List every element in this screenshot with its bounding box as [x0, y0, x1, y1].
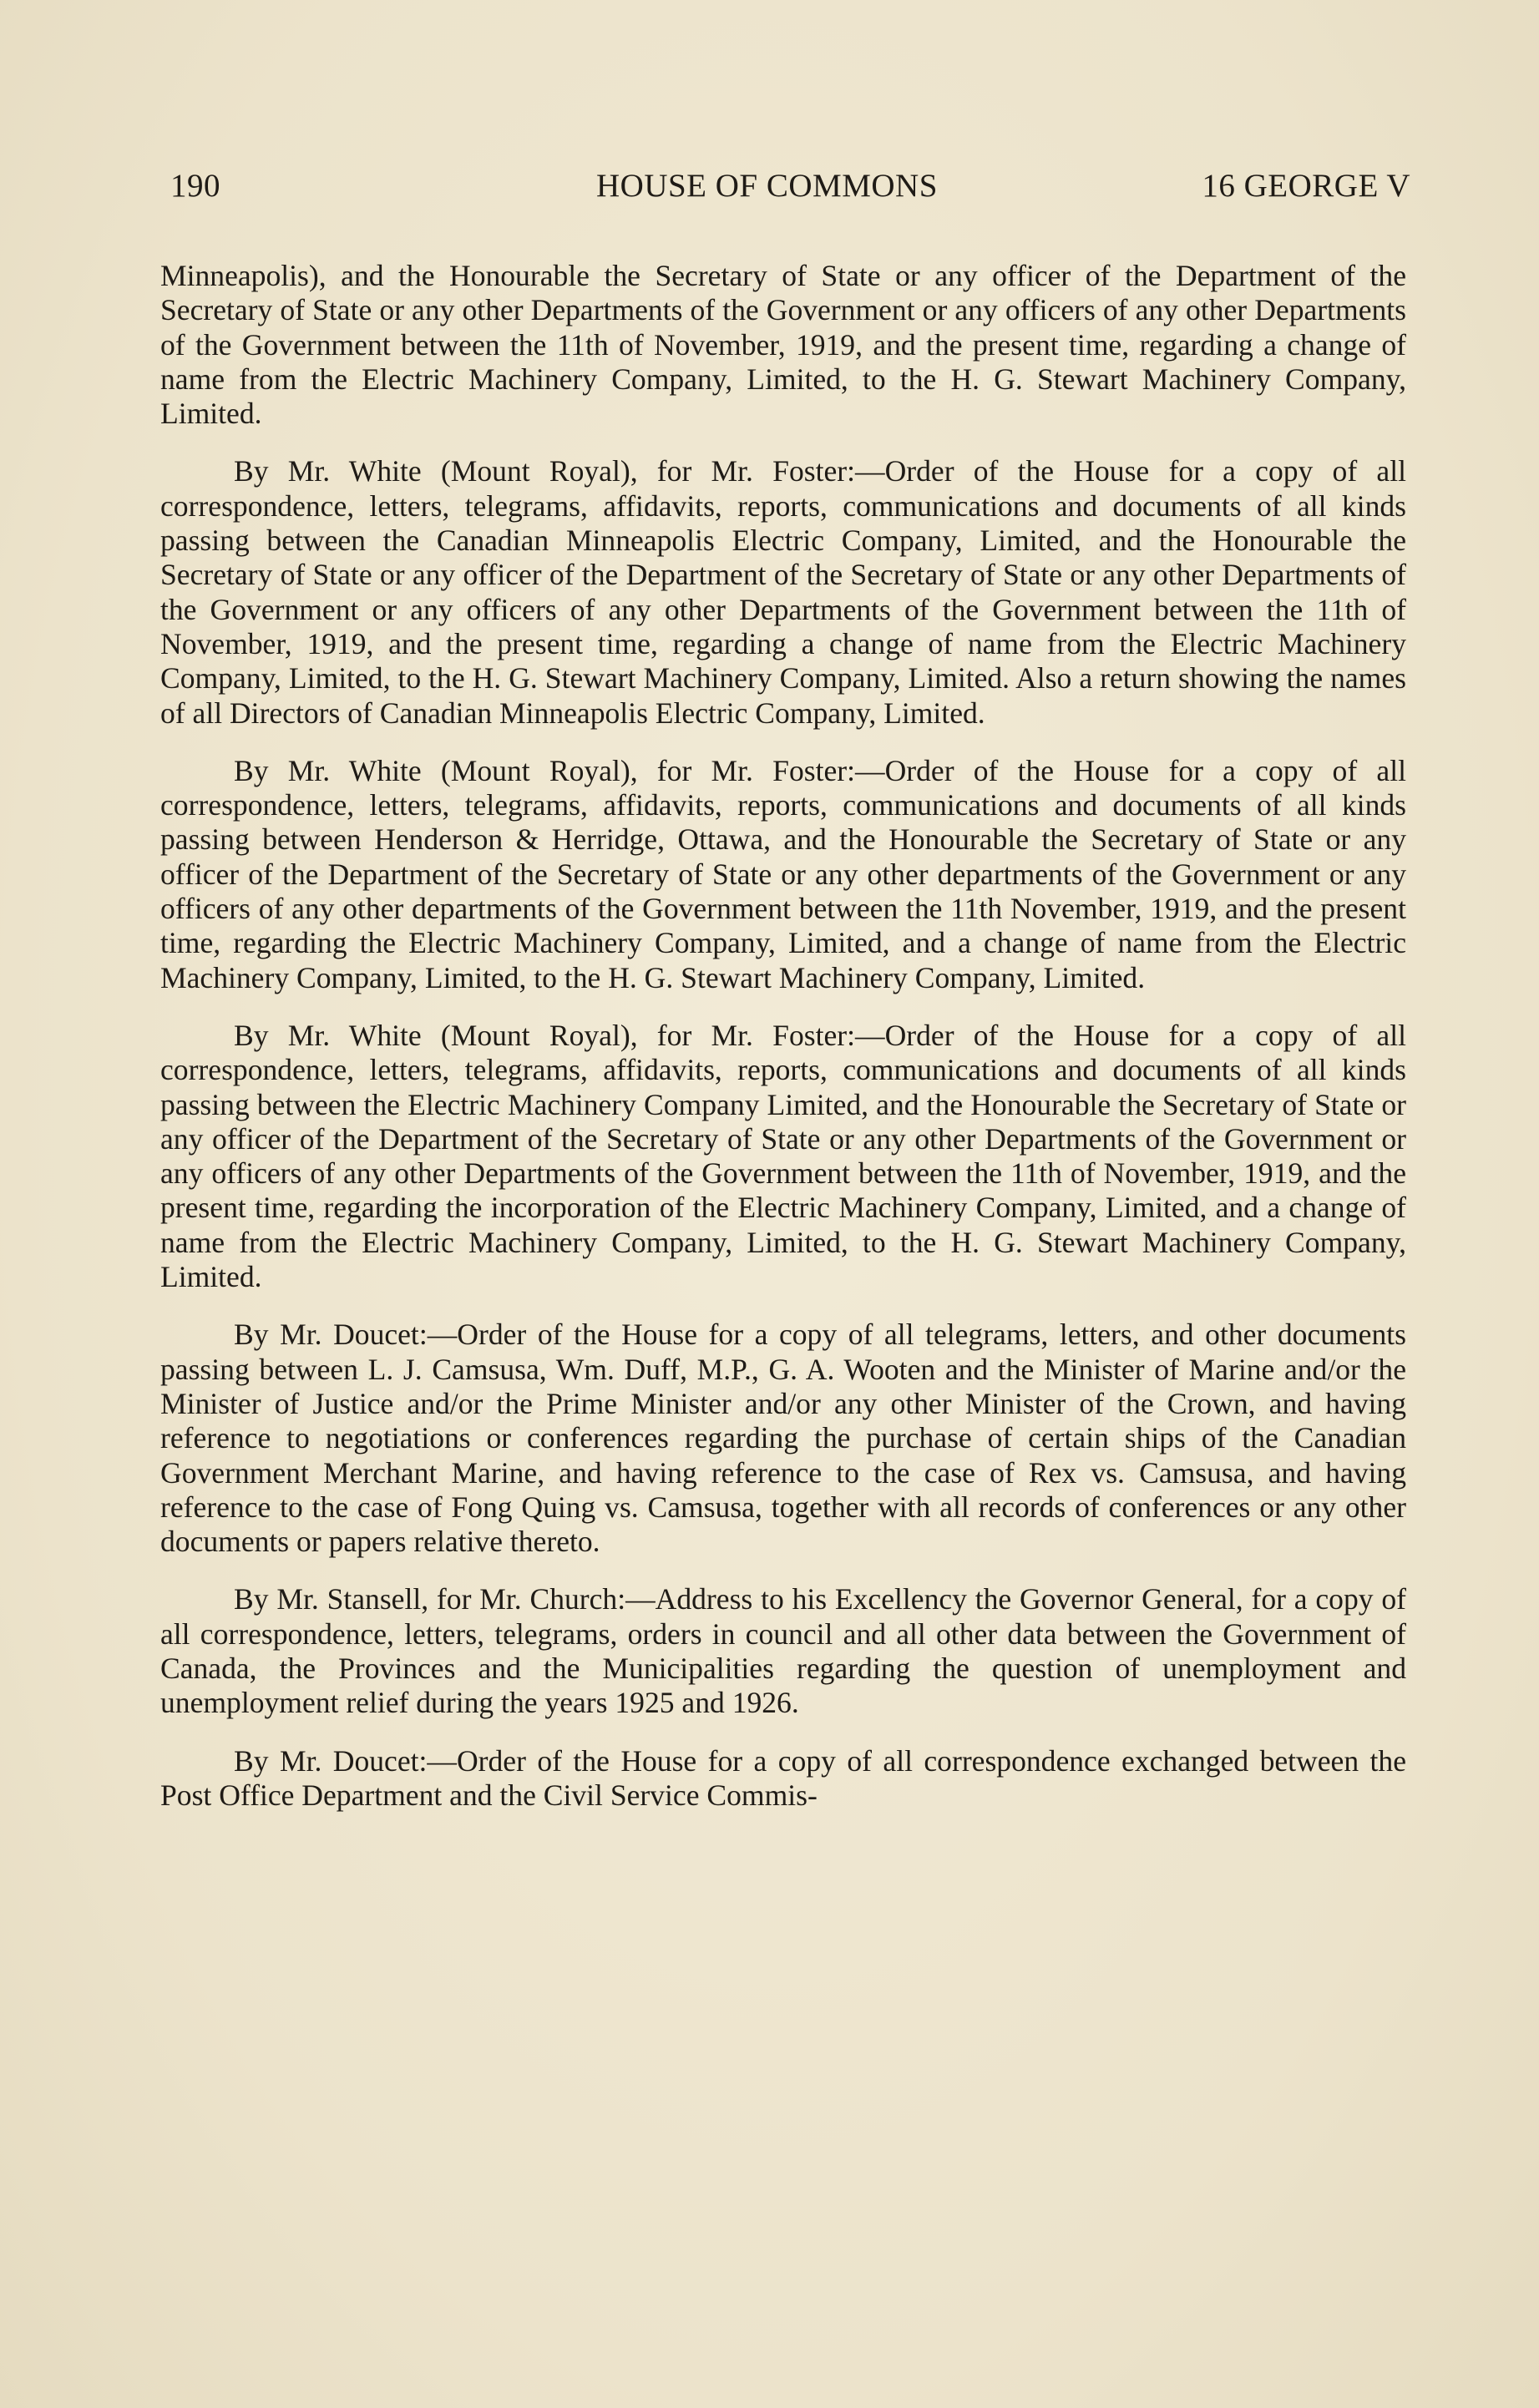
paragraph-order-doucet-post-office: By Mr. Doucet:—Order of the House for a copy of all correspondence exchanged between the Post Office Department and the Civil Service Commis- — [160, 1743, 1406, 1812]
body-text — [160, 259, 1406, 1813]
paragraph-address-stansell-unemployment: By Mr. Stansell, for Mr. Church:—Address to his Excellency the Governor General, for a copy of all correspondence, letters, telegrams, orders in council and all other data between the Government of Canada, the Provinces and the Municipalities regarding the question of unemployment and unemployment relief during the years 1925 and 1926. — [160, 1582, 1406, 1720]
running-title: HOUSE OF COMMONS — [596, 168, 938, 204]
page-number: 190 — [170, 168, 220, 204]
paragraph-order-white-canadian-minneapolis: By Mr. White (Mount Royal), for Mr. Foster:—Order of the House for a copy of all correspondence, letters, telegrams, affidavits, reports, communications and documents of all kinds passing between the Canadian Minneapolis Electric Company, Limited, and the Honourable the Secretary of State or any officer of the Department of the Secretary of State or any other Departments of the Government or any officers of any other Departments of the Government between the 11th of November, 1919, and the present time, regarding a change of name from the Electric Machinery Company, Limited, to the H. G. Stewart Machinery Company, Limited. Also a return showing the names of all Directors of Canadian Minneapolis Electric Company, Limited. — [160, 454, 1406, 730]
paragraph-order-white-electric-machinery: By Mr. White (Mount Royal), for Mr. Foster:—Order of the House for a copy of all correspondence, letters, telegrams, affidavits, reports, communications and documents of all kinds passing between the Electric Machinery Company Limited, and the Honourable the Secretary of State or any officer of the Department of the Secretary of State or any other Departments of the Government or any officers of any other Departments of the Government between the 11th of November, 1919, and the present time, regarding the incorporation of the Electric Machinery Company, Limited, and a change of name from the Electric Machinery Company, Limited, to the H. G. Stewart Machinery Company, Limited. — [160, 1018, 1406, 1294]
paragraph-order-white-henderson-herridge: By Mr. White (Mount Royal), for Mr. Foster:—Order of the House for a copy of all correspondence, letters, telegrams, affidavits, reports, communications and documents of all kinds passing between Henderson & Herridge, Ottawa, and the Honourable the Secretary of State or any officer of the Department of the Secretary of State or any other departments of the Government or any officers of any other departments of the Government between the 11th November, 1919, and the present time, regarding the Electric Machinery Company, Limited, and a change of name from the Electric Machinery Company, Limited, to the H. G. Stewart Machinery Company, Limited. — [160, 753, 1406, 994]
paragraph-order-doucet-camsusa: By Mr. Doucet:—Order of the House for a copy of all telegrams, letters, and other documents passing between L. J. Camsusa, Wm. Duff, M.P., G. A. Wooten and the Minister of Marine and/or the Minister of Justice and/or the Prime Minister and/or any other Minister of the Crown, and having reference to negotiations or conferences regarding the purchase of certain ships of the Canadian Government Merchant Marine, and having reference to the case of Rex vs. Camsusa, and having reference to the case of Fong Quing vs. Camsusa, together with all records of conferences or any other documents or papers relative thereto. — [160, 1318, 1406, 1559]
page-header — [170, 167, 1410, 217]
regnal-year: 16 GEORGE V — [1202, 168, 1410, 204]
paragraph-continuation: Minneapolis), and the Honourable the Secretary of State or any officer of the Department of the Secretary of State or any other Departments of the Government or any officers of any other Departments of the Government between the 11th of November, 1919, and the present time, regarding a change of name from the Electric Machinery Company, Limited, to the H. G. Stewart Machinery Company, Limited. — [160, 259, 1406, 431]
